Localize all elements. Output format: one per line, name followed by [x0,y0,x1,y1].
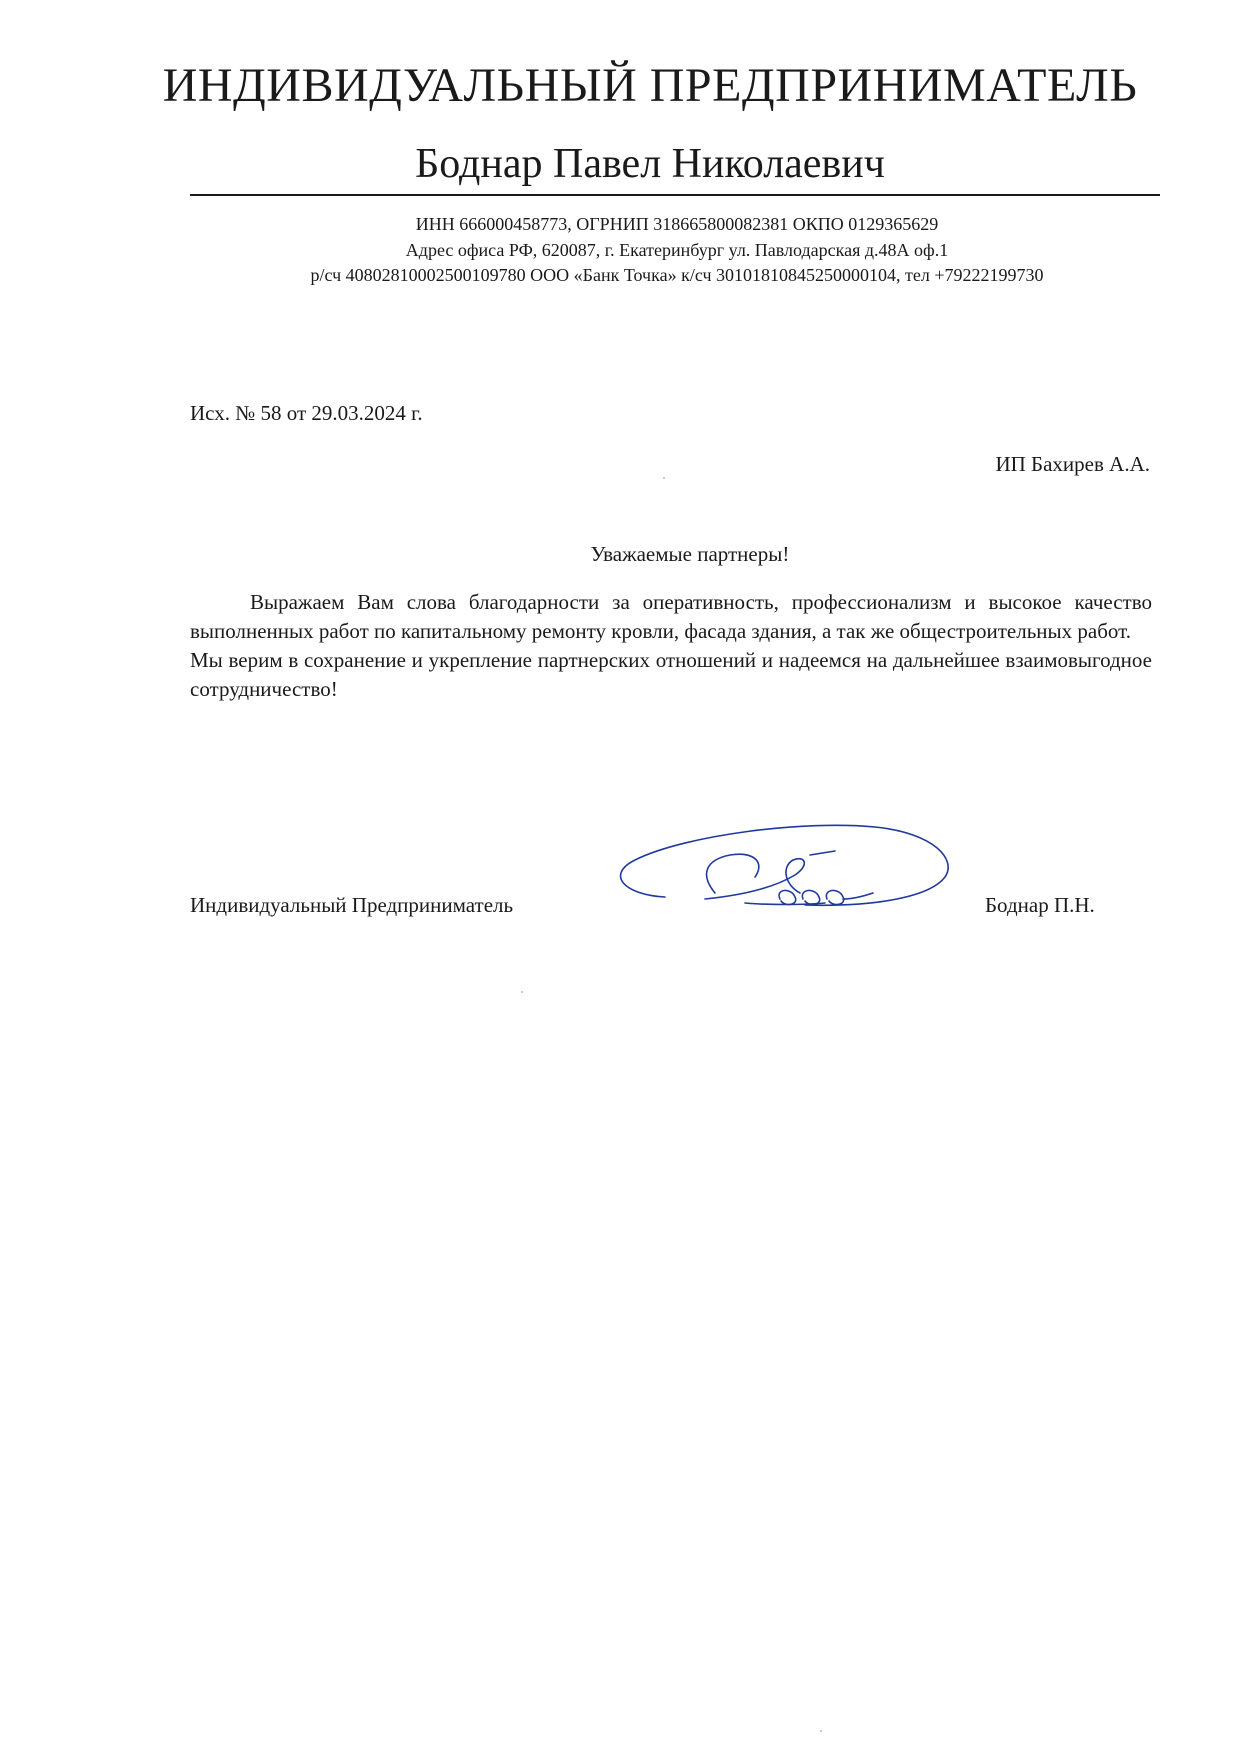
scan-speck [521,991,523,993]
scan-speck [663,477,665,479]
signatory-name: Боднар П.Н. [985,893,1095,917]
letter-paragraph-1: Выражаем Вам слова благодарности за оперативность, профессионализм и высокое качество выполненных работ по капитальному ремонту кровли, фасада здания, а так же общестроительных работ. [190,590,1152,643]
greeting: Уважаемые партнеры! [590,542,790,566]
letter-body [190,588,1152,704]
letterhead-name: Боднар Павел Николаевич [415,141,885,187]
requisites-address: Адрес офиса РФ, 620087, г. Екатеринбург ул. Павлодарская д.48А оф.1 [405,240,949,260]
requisites-bank: р/сч 40802810002500109780 ООО «Банк Точка» к/сч 30101810845250000104, тел +79222199730 [310,265,1044,285]
requisites-tax-ids: ИНН 666000458773, ОГРНИП 318665800082381 ОКПО 0129365629 [415,214,939,234]
addressee: ИП Бахирев А.А. [995,452,1150,476]
outgoing-number: Исх. № 58 от 29.03.2024 г. [190,401,423,425]
letterhead-title: ИНДИВИДУАЛЬНЫЙ ПРЕДПРИНИМАТЕЛЬ [162,59,1138,112]
scan-speck [820,1730,822,1732]
handwritten-signature-icon [605,815,965,925]
letter-paragraph-2: Мы верим в сохранение и укрепление партнерских отношений и надеемся на дальнейшее взаимовыгодное сотрудничество! [190,648,1152,701]
letterhead-divider [190,194,1160,196]
signatory-role: Индивидуальный Предприниматель [190,893,514,917]
